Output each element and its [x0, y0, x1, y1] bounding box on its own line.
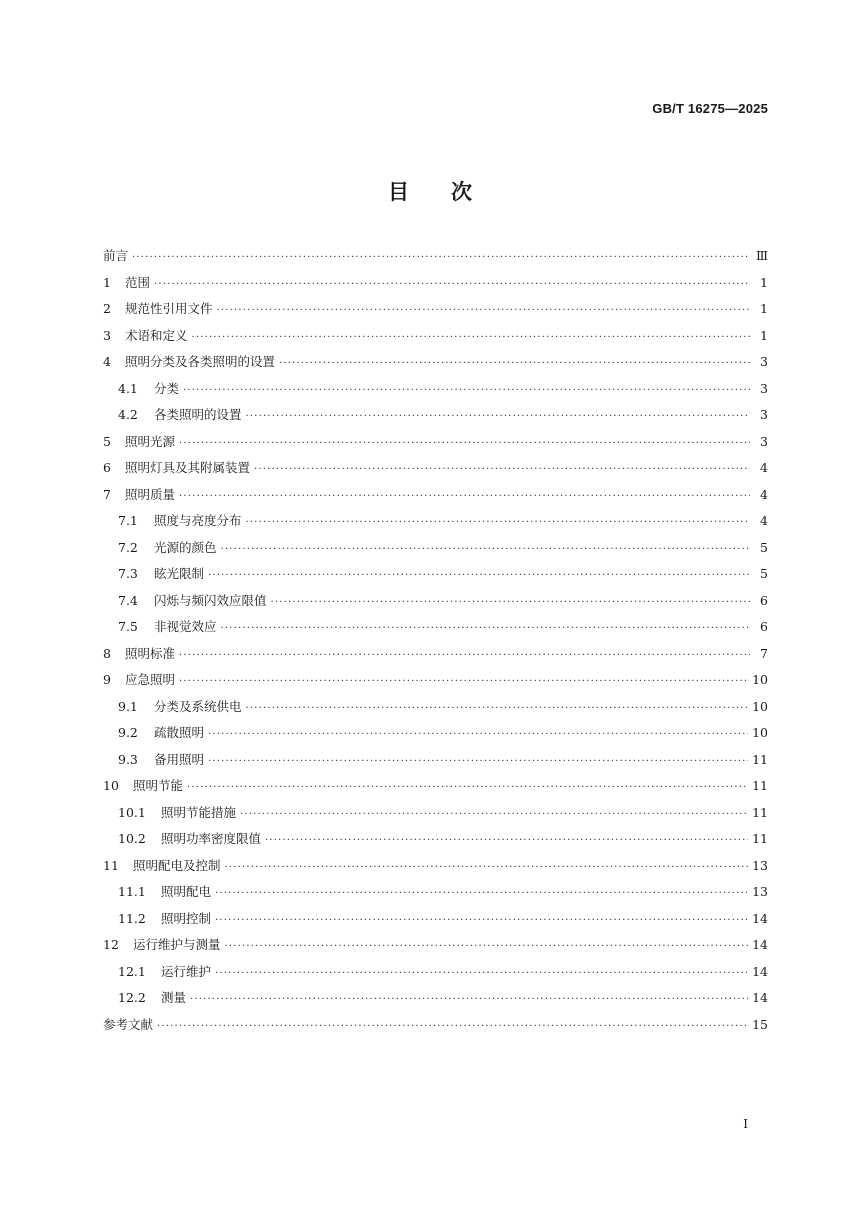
toc-entry-page: 5 — [760, 566, 768, 581]
dot-leader — [208, 749, 748, 776]
toc-entry[interactable] — [103, 853, 768, 880]
dot-leader — [132, 245, 750, 272]
toc-entry-title: 参考文献 — [103, 1016, 154, 1032]
toc-entry[interactable] — [103, 402, 768, 429]
dot-leader — [246, 510, 750, 537]
toc-entry[interactable] — [103, 932, 768, 959]
toc-entry-page: 4 — [760, 486, 768, 502]
toc-entry-number: 11.1 — [118, 884, 146, 899]
toc-entry[interactable] — [103, 985, 768, 1012]
page-title — [0, 176, 860, 206]
dot-leader — [208, 563, 750, 590]
toc-entry-page: 11 — [752, 751, 768, 767]
toc-entry-title: 运行维护 — [161, 963, 212, 979]
toc-entry-number: 7.5 — [118, 619, 138, 634]
toc-entry-title: 各类照明的设置 — [154, 407, 242, 422]
toc-entry-page: 7 — [760, 645, 768, 661]
dot-leader — [208, 722, 748, 749]
toc-entry-page: 4 — [760, 460, 768, 475]
toc-entry-page: 14 — [752, 937, 768, 952]
toc-entry[interactable] — [103, 641, 768, 668]
toc-entry-title: 非视觉效应 — [154, 619, 217, 634]
toc-entry-title: 照明功率密度限值 — [161, 831, 262, 846]
dot-leader — [179, 669, 748, 696]
toc-entry[interactable] — [103, 561, 768, 588]
toc-entry-number: 9.3 — [118, 751, 138, 767]
toc-entry-page: 1 — [760, 274, 768, 290]
toc-entry-title: 照度与亮度分布 — [154, 513, 242, 528]
toc-entry-number: 8 — [103, 645, 111, 661]
toc-entry-page: 13 — [752, 884, 768, 899]
toc-entry-number: 4 — [103, 354, 111, 369]
toc-entry[interactable] — [103, 270, 768, 297]
table-of-contents — [103, 243, 768, 1038]
toc-entry[interactable] — [103, 879, 768, 906]
dot-leader — [265, 828, 748, 855]
page-number: I — [743, 1117, 748, 1131]
dot-leader — [190, 987, 748, 1014]
toc-entry[interactable] — [103, 323, 768, 350]
toc-entry-title: 术语和定义 — [125, 327, 188, 343]
toc-entry-title: 运行维护与测量 — [133, 937, 221, 952]
toc-entry-page: 11 — [752, 804, 768, 820]
toc-entry[interactable] — [103, 243, 768, 270]
toc-entry[interactable] — [103, 508, 768, 535]
toc-entry-title: 照明节能 — [133, 778, 184, 793]
toc-entry-page: 5 — [760, 539, 768, 555]
toc-entry-title: 照明分类及各类照明的设置 — [125, 354, 276, 369]
dot-leader — [240, 802, 748, 829]
toc-entry-page: 13 — [752, 857, 768, 873]
dot-leader — [179, 431, 750, 458]
toc-entry-page: 14 — [752, 963, 768, 979]
toc-entry-title: 疏散照明 — [154, 725, 205, 740]
toc-entry-page: 3 — [760, 354, 768, 369]
toc-entry-title: 闪烁与频闪效应限值 — [154, 592, 267, 608]
toc-entry-page: 10 — [752, 672, 768, 687]
toc-entry-page: 10 — [752, 698, 768, 714]
dot-leader — [215, 961, 748, 988]
toc-entry-title: 照明控制 — [161, 910, 212, 926]
toc-entry-number: 7.2 — [118, 539, 138, 555]
toc-entry-title: 照明配电及控制 — [133, 857, 221, 873]
toc-entry-title: 照明质量 — [125, 486, 176, 502]
toc-entry[interactable] — [103, 773, 768, 800]
toc-entry-number: 10.1 — [118, 804, 146, 820]
toc-entry-number: 7.4 — [118, 592, 138, 608]
toc-entry-page: 15 — [752, 1016, 768, 1032]
dot-leader — [225, 855, 749, 882]
dot-leader — [246, 404, 750, 431]
toc-entry-title: 照明标准 — [125, 645, 176, 661]
toc-entry-title: 照明节能措施 — [161, 804, 237, 820]
toc-entry[interactable] — [103, 667, 768, 694]
toc-entry-number: 7.3 — [118, 566, 138, 581]
toc-entry-title: 分类及系统供电 — [154, 698, 242, 714]
toc-entry-number: 7 — [103, 486, 111, 502]
toc-entry-number: 9.2 — [118, 725, 138, 740]
toc-entry-title: 应急照明 — [125, 672, 176, 687]
toc-entry-number: 1 — [103, 274, 111, 290]
toc-entry-number: 10 — [103, 778, 119, 793]
toc-entry[interactable] — [103, 959, 768, 986]
toc-entry-title: 范围 — [125, 274, 151, 290]
standard-code: GB/T 16275—2025 — [652, 101, 768, 116]
toc-entry[interactable] — [103, 296, 768, 323]
dot-leader — [215, 908, 748, 935]
toc-entry[interactable] — [103, 429, 768, 456]
dot-leader — [192, 325, 750, 352]
toc-entry-number: 9 — [103, 672, 111, 687]
toc-entry[interactable] — [103, 482, 768, 509]
toc-entry-number: 9.1 — [118, 698, 138, 714]
toc-entry[interactable] — [103, 826, 768, 853]
toc-entry-page: 6 — [760, 592, 768, 608]
toc-entry-page: 11 — [752, 778, 768, 793]
toc-entry-page: 14 — [752, 910, 768, 926]
toc-entry-number: 3 — [103, 327, 111, 343]
toc-entry-number: 4.2 — [118, 407, 138, 422]
toc-entry-page: 6 — [760, 619, 768, 634]
toc-entry-title: 前言 — [103, 248, 129, 263]
dot-leader — [221, 537, 750, 564]
title-char-1: 目 — [388, 180, 409, 204]
toc-entry[interactable] — [103, 1012, 768, 1039]
dot-leader — [179, 643, 750, 670]
toc-entry-number: 7.1 — [118, 513, 138, 528]
dot-leader — [254, 457, 750, 484]
dot-leader — [246, 696, 749, 723]
toc-entry[interactable] — [103, 349, 768, 376]
toc-entry[interactable] — [103, 614, 768, 641]
title-char-2: 次 — [451, 180, 472, 204]
dot-leader — [215, 881, 748, 908]
toc-entry-title: 备用照明 — [154, 751, 205, 767]
toc-entry[interactable] — [103, 694, 768, 721]
dot-leader — [157, 1014, 748, 1041]
toc-entry-number: 4.1 — [118, 380, 138, 396]
toc-entry[interactable] — [103, 720, 768, 747]
toc-entry-number: 11.2 — [118, 910, 146, 926]
toc-entry-page: 1 — [760, 301, 768, 316]
toc-entry-title: 照明配电 — [161, 884, 212, 899]
dot-leader — [221, 616, 750, 643]
toc-entry[interactable] — [103, 588, 768, 615]
toc-entry[interactable] — [103, 747, 768, 774]
toc-entry[interactable] — [103, 455, 768, 482]
toc-entry[interactable] — [103, 376, 768, 403]
toc-entry-number: 12 — [103, 937, 119, 952]
toc-entry-page: 4 — [760, 513, 768, 528]
dot-leader — [217, 298, 750, 325]
toc-entry-title: 照明光源 — [125, 433, 176, 449]
toc-entry-title: 眩光限制 — [154, 566, 205, 581]
toc-entry[interactable] — [103, 800, 768, 827]
toc-entry-page: 11 — [752, 831, 768, 846]
dot-leader — [187, 775, 748, 802]
toc-entry-title: 测量 — [161, 990, 187, 1005]
toc-entry-page: 3 — [760, 433, 768, 449]
dot-leader — [225, 934, 749, 961]
toc-entry-number: 12.2 — [118, 990, 146, 1005]
dot-leader — [183, 378, 750, 405]
toc-entry-page: 3 — [760, 407, 768, 422]
toc-entry-page: Ⅲ — [755, 248, 768, 263]
dot-leader — [179, 484, 750, 511]
toc-entry-number: 2 — [103, 301, 111, 316]
toc-entry-title: 光源的颜色 — [154, 539, 217, 555]
toc-entry-page: 3 — [760, 380, 768, 396]
toc-entry-title: 照明灯具及其附属装置 — [125, 460, 251, 475]
toc-entry-page: 14 — [752, 990, 768, 1005]
toc-entry-number: 11 — [103, 857, 119, 873]
dot-leader — [279, 351, 750, 378]
toc-entry-page: 10 — [752, 725, 768, 740]
toc-entry-number: 6 — [103, 460, 111, 475]
toc-entry-number: 5 — [103, 433, 111, 449]
toc-entry-title: 分类 — [154, 380, 180, 396]
toc-entry-page: 1 — [760, 327, 768, 343]
toc-entry-number: 10.2 — [118, 831, 146, 846]
toc-entry-number: 12.1 — [118, 963, 146, 979]
toc-entry[interactable] — [103, 906, 768, 933]
dot-leader — [271, 590, 750, 617]
toc-entry[interactable] — [103, 535, 768, 562]
dot-leader — [154, 272, 750, 299]
toc-entry-title: 规范性引用文件 — [125, 301, 213, 316]
